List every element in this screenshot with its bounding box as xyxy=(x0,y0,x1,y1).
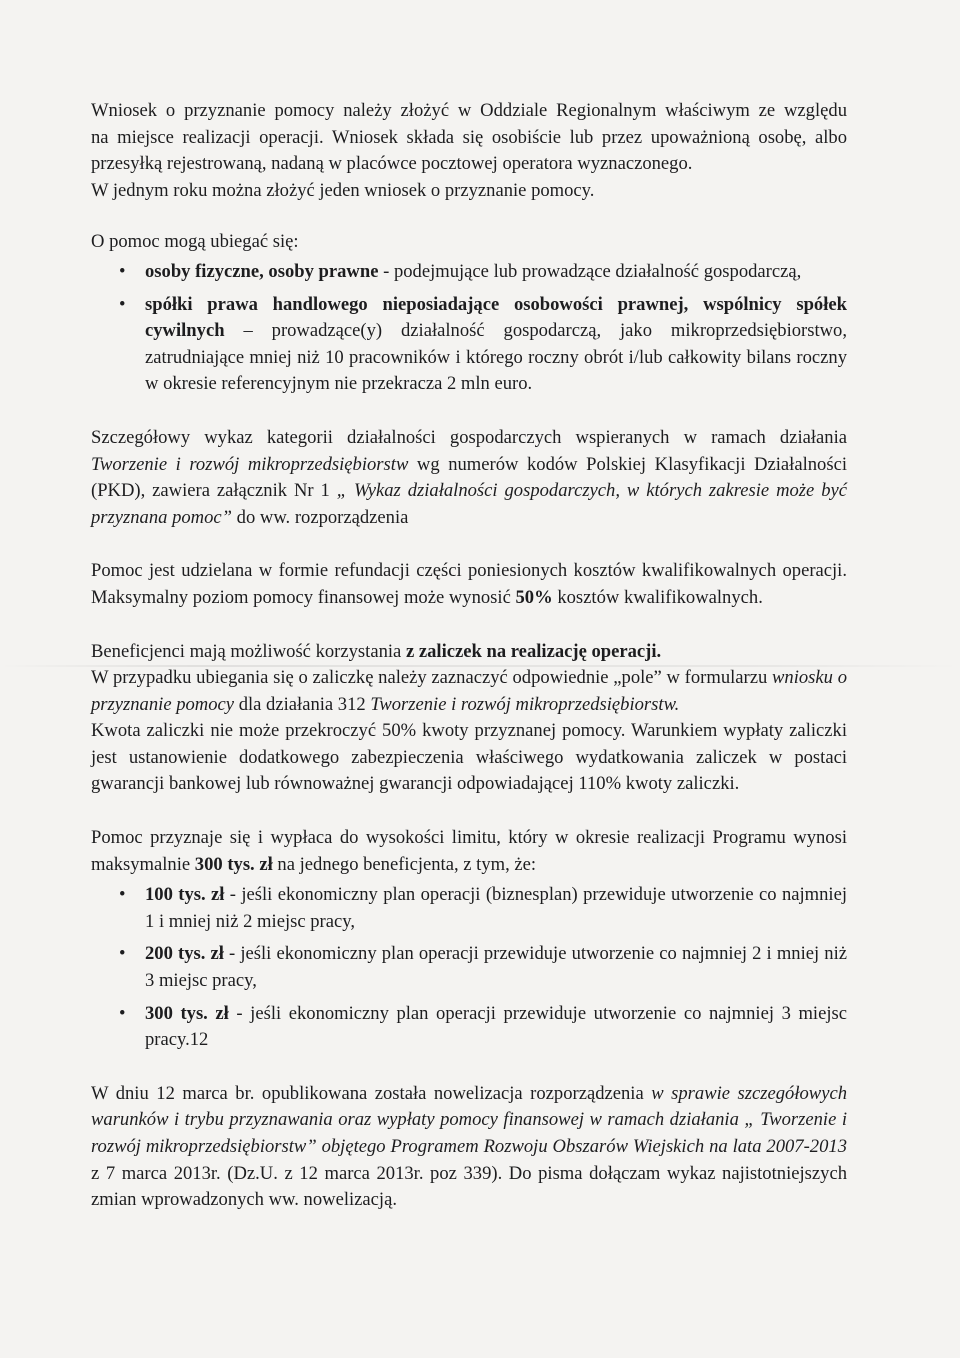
document-body xyxy=(91,98,847,1214)
para-advance-text-e: dla działania 312 xyxy=(234,693,371,715)
para-pkd-text-a: Szczegółowy wykaz kategorii działalności gospodarczych wspieranych w ramach działania xyxy=(91,426,847,448)
limit-item-2-text: - jeśli ekonomiczny plan operacji przewiduje utworzenie co najmniej 2 i mniej niż 3 miejsc pracy, xyxy=(145,943,848,992)
para-advance-text-c: W przypadku ubiegania się o zaliczkę należy zaznaczyć odpowiednie „pole” w formularzu xyxy=(91,667,773,689)
para-submission-line2: na miejsce realizacji operacji. Wniosek składa się osobiście lub przez upoważnioną osobę, albo xyxy=(91,126,847,148)
eligible-item-1 xyxy=(91,259,847,286)
bullet-icon: • xyxy=(119,1002,126,1024)
bullet-icon: • xyxy=(119,884,126,906)
limit-list xyxy=(91,882,847,1054)
para-refund-percent: 50% xyxy=(515,586,553,608)
para-amendment-text-c: z 7 marca 2013r. (Dz.U. z 12 marca 2013r. poz 339). Do pisma dołączam wykaz najistotniejszych zmian wprowadzonych ww. nowelizacją. xyxy=(91,1162,847,1211)
para-submission-line1: Wniosek o przyznanie pomocy należy złożyć w Oddziale Regionalnym właściwym ze względu xyxy=(91,100,847,121)
para-pkd xyxy=(91,425,847,531)
bullet-icon: • xyxy=(119,943,126,965)
para-limit-text-a: Pomoc przyznaje się i wypłaca do wysokości limitu, który w okresie realizacji Programu wynosi maksymalnie xyxy=(91,827,847,875)
limit-item-2-amount: 200 tys. zł xyxy=(145,943,224,965)
limit-item-1-amount: 100 tys. zł xyxy=(145,884,225,906)
para-amendment-title: w sprawie szczegółowych warunków i trybu przyznawania oraz wypłaty pomocy finansowej w ramach działania „ Tworzenie i rozwój mikroprzedsiębiorstw” objętego Programem Rozwoju Obszarów Wiejskich na lata 2007-2013 xyxy=(91,1082,848,1157)
para-advance-line1 xyxy=(91,639,847,666)
limit-item-3-text: - jeśli ekonomiczny plan operacji przewiduje utworzenie co najmniej 3 miejsc pracy.12 xyxy=(145,1002,847,1051)
eligible-intro: O pomoc mogą ubiegać się: xyxy=(91,231,299,253)
para-refund-text-a: Pomoc jest udzielana w formie refundacji części poniesionych kosztów kwalifikowalnych operacji. Maksymalny poziom pomocy finansowej może wynosić xyxy=(91,560,847,608)
eligible-item-2-bold: spółki prawa handlowego nieposiadające osobowości prawnej, wspólnicy spółek cywilnych xyxy=(145,293,847,342)
para-advance-form: wniosku o przyznanie pomocy xyxy=(91,667,847,715)
para-limit-text-c: na jednego beneficjenta, z tym, że: xyxy=(272,853,537,875)
eligible-item-2 xyxy=(91,292,847,398)
limit-item-1-text: - jeśli ekonomiczny plan operacji (biznesplan) przewiduje utworzenie co najmniej 1 i mniej niż 2 miejsc pracy, xyxy=(145,884,847,932)
para-advance-bold: z zaliczek na realizację operacji. xyxy=(405,640,662,662)
para-limit-amount: 300 tys. zł xyxy=(194,853,273,875)
para-pkd-text-c: wg numerów kodów Polskiej Klasyfikacji Działalności (PKD), zawiera załącznik Nr 1 xyxy=(91,453,847,502)
limit-item-2 xyxy=(91,941,847,994)
para-advance-amount: Kwota zaliczki nie może przekroczyć 50% kwoty przyznanej pomocy. Warunkiem wypłaty zaliczki jest ustanowienie dodatkowego zabezpieczenia właściwego wydatkowania zaliczek w postaci gwarancji bankowej lub równoważnej gwarancji odpowiadającej 110% kwoty zaliczki. xyxy=(91,720,847,795)
para-refund-text-c: kosztów kwalifikowalnych. xyxy=(552,586,763,608)
para-refund xyxy=(91,558,847,611)
para-submission-line4: W jednym roku można złożyć jeden wniosek o przyznanie pomocy. xyxy=(91,179,595,201)
para-pkd-annex: „ Wykaz działalności gospodarczych, w których zakresie może być przyznana pomoc” xyxy=(91,480,847,528)
bullet-icon: • xyxy=(119,260,126,282)
eligible-list xyxy=(91,259,847,398)
para-limit xyxy=(91,825,847,878)
para-amendment-text-a: W dniu 12 marca br. opublikowana została nowelizacja rozporządzenia xyxy=(91,1082,652,1104)
limit-item-1 xyxy=(91,882,847,935)
para-advance xyxy=(91,665,847,718)
para-submission-line3: przesyłką rejestrowaną, nadaną w placówce pocztowej operatora wyznaczonego. xyxy=(91,153,693,175)
bullet-icon: • xyxy=(119,293,126,315)
para-advance-text-a: Beneficjenci mają możliwość korzystania xyxy=(91,640,406,662)
limit-item-3-amount: 300 tys. zł xyxy=(145,1002,229,1024)
para-advance-measure: Tworzenie i rozwój mikroprzedsiębiorstw. xyxy=(370,693,680,715)
eligible-item-2-text: – prowadzące(y) działalność gospodarczą, jako mikroprzedsiębiorstwo, zatrudniające mniej niż 10 pracowników i którego roczny obrót i/lub całkowity bilans roczny w okresie referencyjnym nie przekracza 2 mln euro. xyxy=(145,320,847,395)
eligible-item-1-text: - podejmujące lub prowadzące działalność gospodarczą, xyxy=(378,260,802,282)
para-pkd-text-e: do ww. rozporządzenia xyxy=(232,506,409,528)
para-amendment xyxy=(91,1081,847,1214)
eligible-item-1-bold: osoby fizyczne, osoby prawne xyxy=(145,260,379,282)
para-pkd-measure: Tworzenie i rozwój mikroprzedsiębiorstw xyxy=(91,453,409,475)
limit-item-3 xyxy=(91,1001,847,1054)
